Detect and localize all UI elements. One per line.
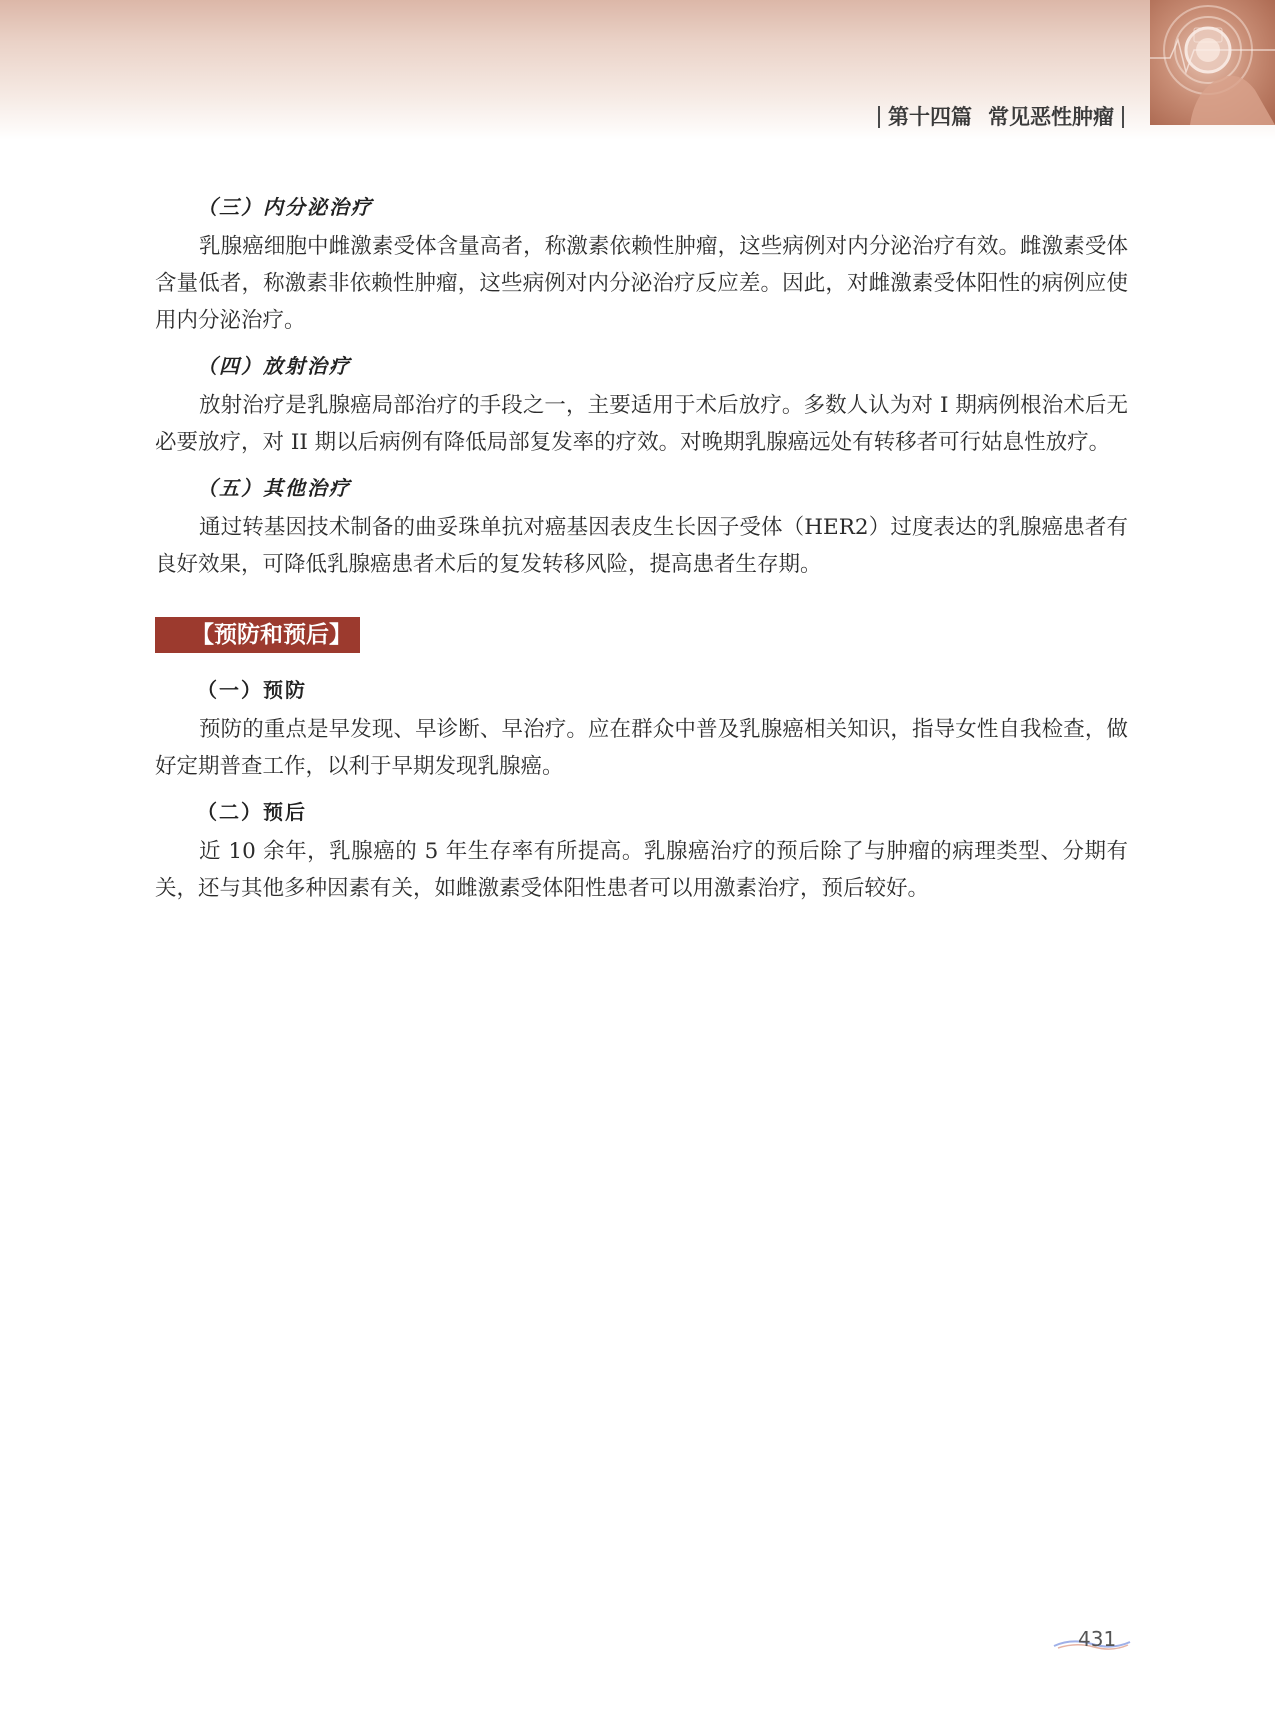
paragraph-other-therapy: 通过转基因技术制备的曲妥珠单抗对癌基因表皮生长因子受体（HER2）过度表达的乳腺癌患者有良好效果，可降低乳腺癌患者术后的复发转移风险，提高患者生存期。 [155, 515, 1128, 577]
paragraph-endocrine-therapy: 乳腺癌细胞中雌激素受体含量高者，称激素依赖性肿瘤，这些病例对内分泌治疗有效。雌激素受体含量低者，称激素非依赖性肿瘤，这些病例对内分泌治疗反应差。因此，对雌激素受体阳性的病例应使用内分泌治疗。 [155, 234, 1128, 333]
heading-radiation-therapy: （四）放射治疗 [197, 354, 351, 378]
stethoscope-illustration [1150, 0, 1275, 125]
running-head-part: 第十四篇 [888, 105, 972, 129]
page-body [155, 190, 1128, 917]
heading-prevention: （一）预防 [197, 678, 307, 702]
heading-other-therapy: （五）其他治疗 [197, 476, 351, 500]
divider-bar [878, 106, 880, 128]
running-head-title: 常见恶性肿瘤 [988, 105, 1114, 129]
paragraph-prevention: 预防的重点是早发现、早诊断、早治疗。应在群众中普及乳腺癌相关知识，指导女性自我检查，做好定期普查工作，以利于早期发现乳腺癌。 [155, 717, 1128, 779]
page-number: 431 [1078, 1627, 1117, 1651]
section-banner-prevention-prognosis: 【预防和预后】 [155, 617, 360, 653]
divider-bar [1122, 106, 1124, 128]
running-head [870, 101, 1132, 131]
paragraph-radiation-therapy: 放射治疗是乳腺癌局部治疗的手段之一，主要适用于术后放疗。多数人认为对 I 期病例根治术后无必要放疗，对 II 期以后病例有降低局部复发率的疗效。对晚期乳腺癌远处有转移者可行姑息性放疗。 [155, 393, 1128, 455]
heading-prognosis: （二）预后 [197, 800, 307, 824]
heading-endocrine-therapy: （三）内分泌治疗 [197, 195, 373, 219]
paragraph-prognosis: 近 10 余年，乳腺癌的 5 年生存率有所提高。乳腺癌治疗的预后除了与肿瘤的病理类型、分期有关，还与其他多种因素有关，如雌激素受体阳性患者可以用激素治疗，预后较好。 [155, 839, 1128, 901]
